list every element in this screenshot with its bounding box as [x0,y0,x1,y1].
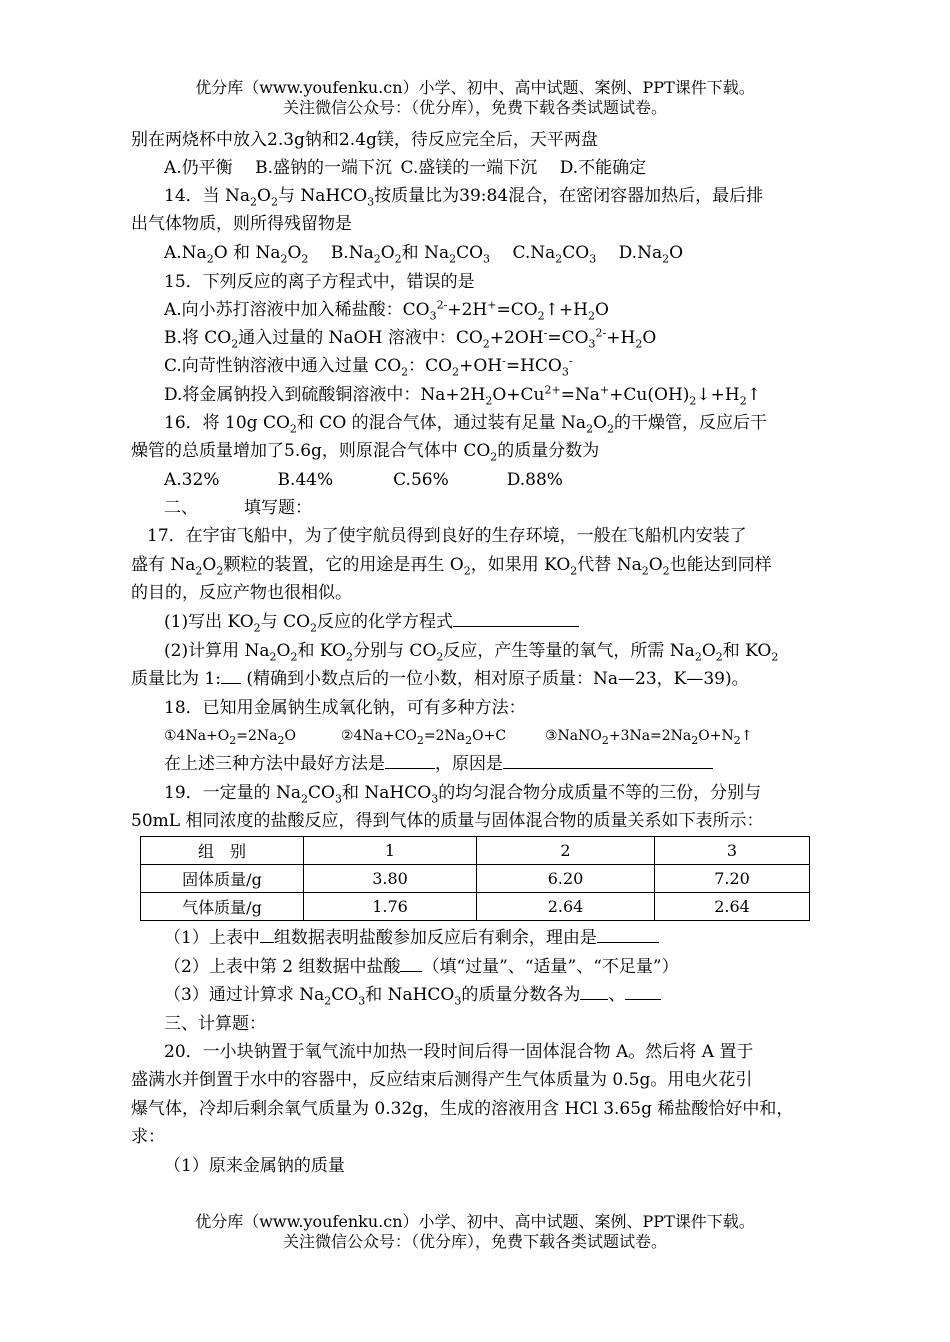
table-cell: 3.80 [304,865,477,893]
q17-line-2: 盛有 $Na_2O_2$颗粒的装置，它的用途是再生 $O_2$，如果用 $KO_2$代替 $Na_2O_2$也能达到同样 [131,555,772,578]
table-cell: 2.64 [477,893,655,921]
table-header-cell: 3 [655,837,810,865]
q20-line-2: 盛满水并倒置于水中的容器中，反应结束后测得产生气体质量为 0.5g。用电火花引 [131,1070,753,1090]
section-2-heading: 二、 填写题： [164,498,312,518]
table-header-cell: 1 [304,837,477,865]
q15-option-d: D.将金属钠投入到硫酸铜溶液中：$Na+2H_2O+Cu^{2+}=Na^++Cu(OH)_2↓+H_2↑$ [164,383,761,408]
q19-part-1: （1）上表中 组数据表明盐酸参加反应后有剩余，理由是 [164,926,659,950]
q18-methods: $①4Na+O_2=2Na_2O$ $②4Na+CO_2=2Na_2O+C$ $③NaNO_2+3Na=2Na_2O+N_2↑$ [164,728,753,747]
q16-line-1: 16．将 10g $CO_2$和 CO 的混合气体，通过装有足量 $Na_2O_2$的干燥管，反应后干 [164,413,768,436]
table-row [141,893,810,921]
q20-line-4: 求： [131,1127,165,1147]
footer-line-1: 优分库（www.youfenku.cn）小学、初中、高中试题、案例、PPT课件下载。 [195,1212,755,1231]
data-table [140,836,810,921]
q17-part-2: (2)计算用 $Na_2O_2$和 $KO_2$分别与 $CO_2$反应，产生等量的氧气，所需 $Na_2O_2$和 $KO_2$ [164,641,779,664]
footer-line-2: 关注微信公众号：（优分库），免费下载各类试题试卷。 [282,1232,667,1251]
q16-line-2: 燥管的总质量增加了5.6g，则原混合气体中 $CO_2$的质量分数为 [131,441,600,464]
table-cell: 7.20 [655,865,810,893]
header-line-1: 优分库（www.youfenku.cn）小学、初中、高中试题、案例、PPT课件下载。 [195,78,755,97]
q17-line-1: 17．在宇宙飞船中，为了使宇航员得到良好的生存环境，一般在飞船机内安装了 [147,526,747,546]
q15-option-a: A.向小苏打溶液中加入稀盐酸：$CO_3^{2-}+2H^+=CO_2↑+H_2O$ [164,298,609,323]
q20-line-3: 爆气体，冷却后剩余氧气质量为 0.32g，生成的溶液用含 HCl 3.65g 稀盐酸恰好中和， [131,1099,794,1119]
section-3-heading: 三、计算题： [164,1014,266,1034]
q16-options: A.32% B.44% C.56% D.88% [164,470,563,490]
answer-blank[interactable] [385,752,435,769]
q17-part-1: (1)写出 $KO_2$与 $CO_2$反应的化学方程式 [164,610,579,634]
q15-option-c: C.向苛性钠溶液中通入过量 $CO_2$：$CO_2+OH^-=HCO_3^-$ [164,354,573,379]
q18-title: 18．已知用金属钠生成氧化钠，可有多种方法： [164,698,526,718]
table-row [141,865,810,893]
answer-blank[interactable] [625,983,661,1000]
q14-line-2: 出气体物质，则所得残留物是 [131,214,352,234]
q17-line-3: 的目的，反应产物也很相似。 [131,583,352,603]
answer-blank[interactable] [503,752,713,769]
q19-line-1: 19．一定量的 $Na_2CO_3$和 NaHCO$_3$的均匀混合物分成质量不等的三份，分别与 [164,783,762,806]
q19-part-2: （2）上表中第 2 组数据中盐酸 （填“过量”、“适量”、“不足量”） [164,957,679,977]
q19-line-2: 50mL 相同浓度的盐酸反应，得到气体的质量与固体混合物的质量关系如下表所示： [131,811,764,831]
header-line-2: 关注微信公众号：（优分库），免费下载各类试题试卷。 [282,98,667,117]
q20-line-1: 20．一小块钠置于氧气流中加热一段时间后得一固体混合物 A。然后将 A 置于 [164,1042,754,1062]
answer-blank[interactable] [221,667,241,684]
answer-blank[interactable] [597,926,659,943]
answer-blank[interactable] [260,926,274,943]
answer-blank[interactable] [400,955,422,972]
q17-part-2-cont: 质量比为 1: (精确到小数点后的一位小数，相对原子质量：Na—23，K—39)。 [131,669,749,689]
q18-question: 在上述三种方法中最好方法是 ，原因是 [164,752,713,776]
table-cell: 1.76 [304,893,477,921]
table-cell: 固体质量/g [141,865,304,893]
answer-blank[interactable] [453,610,579,627]
table-cell: 6.20 [477,865,655,893]
q20-part-1: （1）原来金属钠的质量 [164,1156,345,1176]
q13-options: A.仍平衡 B.盛钠的一端下沉 C.盛镁的一端下沉 D.不能确定 [164,158,647,178]
q14-options: $A.Na_2O$ 和 $Na_2O_2$ $B.Na_2O_2$和 $Na_2CO_3$ $C.Na_2CO_3$ $D.Na_2O$ [164,243,684,266]
q15-title: 15．下列反应的离子方程式中，错误的是 [164,272,475,292]
table-header-cell: 组 别 [141,837,304,865]
q15-option-b: B.将 $CO_2$通入过量的 NaOH 溶液中：$CO_2+2OH^-=CO_3^{2-}+H_2O$ [164,326,657,351]
answer-blank[interactable] [580,983,608,1000]
q19-part-3: （3）通过计算求 $Na_2CO_3$和 NaHCO$_3$的质量分数各为 、 [164,983,661,1007]
table-header-row [141,837,810,865]
q14-line-1: 14．当 $Na_2O_2$与 NaHCO$_3$按质量比为39:84混合，在密闭容器加热后，最后排 [164,186,764,209]
table-cell: 气体质量/g [141,893,304,921]
table-header-cell: 2 [477,837,655,865]
q13-text: 别在两烧杯中放入2.3g钠和2.4g镁，待反应完全后，天平两盘 [131,130,598,150]
table-cell: 2.64 [655,893,810,921]
